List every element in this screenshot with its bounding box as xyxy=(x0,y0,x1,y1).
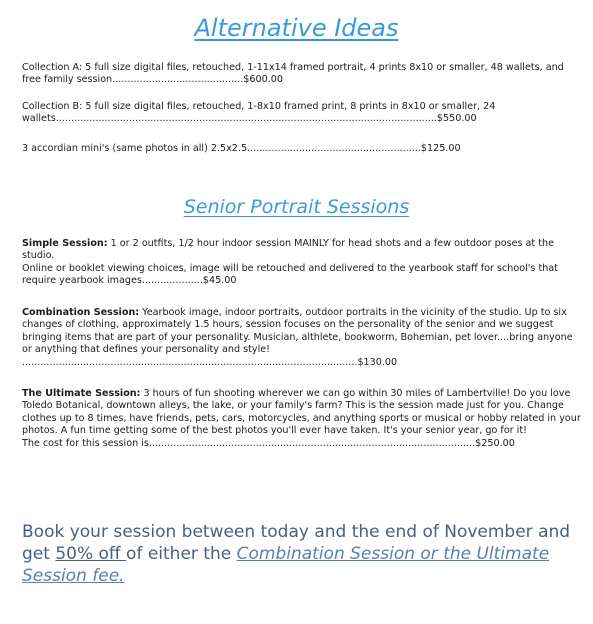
booking-line: Book your session between today and the end of November and get xyxy=(22,522,571,564)
accordian-text: 3 accordian mini's (same photos in all) 2.5x2.5.........................................................$125.00 xyxy=(22,143,461,154)
alternative-ideas-heading: Alternative Ideas xyxy=(194,14,399,42)
combination-session-block xyxy=(22,307,582,369)
booking-mid: of either the xyxy=(126,544,237,564)
collection-b-text: Collection B: 5 full size digital files, retouched, 1-8x10 framed print, 8 prints in 8x10 or smaller, 24 wallets.............................................................................................................................$550.00 xyxy=(22,101,496,125)
simple-session-block xyxy=(22,238,582,288)
ultimate-session-label: The Ultimate Session: xyxy=(22,388,141,399)
collection-a-text: Collection A: 5 full size digital files, retouched, 1-11x14 framed portrait, 4 prints 8x10 or smaller, 48 wallets, and free family session...........................................$600.00 xyxy=(22,62,564,86)
booking-offer xyxy=(22,521,582,587)
ultimate-session-description: 3 hours of fun shooting wherever we can go within 30 miles of Lambertville! Do you love Toledo Botanical, downtown alleys, the lake, or your family's farm? This is the session made just for you. Change clothes up to 8 times, have friends, pets, cars, motorcycles, and anything sports or musical or hobby related in your photos. A fun time getting some of the best photos you'll ever have taken. It's your senior year, go for it! xyxy=(22,388,581,437)
combination-session-price: ..............................................................................................................$130.00 xyxy=(22,356,398,368)
combination-session-label: Combination Session: xyxy=(22,307,140,318)
senior-sessions-heading: Senior Portrait Sessions xyxy=(183,196,410,218)
combination-session-description: Yearbook image, indoor portraits, outdoor portraits in the vicinity of the studio. Up to six changes of clothing, approximately 1.5 hours, session focuses on the personality of the senior and we suggest bringing items that are part of your personality. Musician, althlete, bookworm, Bohemian, pet lover....bring anyone or anything that defines your personality and style! xyxy=(22,307,573,356)
ultimate-session-block xyxy=(22,388,582,450)
simple-session-label: Simple Session: xyxy=(22,238,108,249)
simple-session-description: 1 or 2 outfits, 1/2 hour indoor session MAINLY for head shots and a few outdoor poses at the studio. xyxy=(22,238,554,262)
ultimate-session-price: The cost for this session is...........................................................................................................$250.00 xyxy=(22,437,515,449)
simple-session-price: Online or booklet viewing choices, image will be retouched and delivered to the yearbook staff for school's that require yearbook images....................$45.00 xyxy=(22,262,558,287)
eligible-sessions: Combination Session or the Ultimate Session fee. xyxy=(22,544,550,586)
discount-text: 50% off xyxy=(55,544,127,564)
